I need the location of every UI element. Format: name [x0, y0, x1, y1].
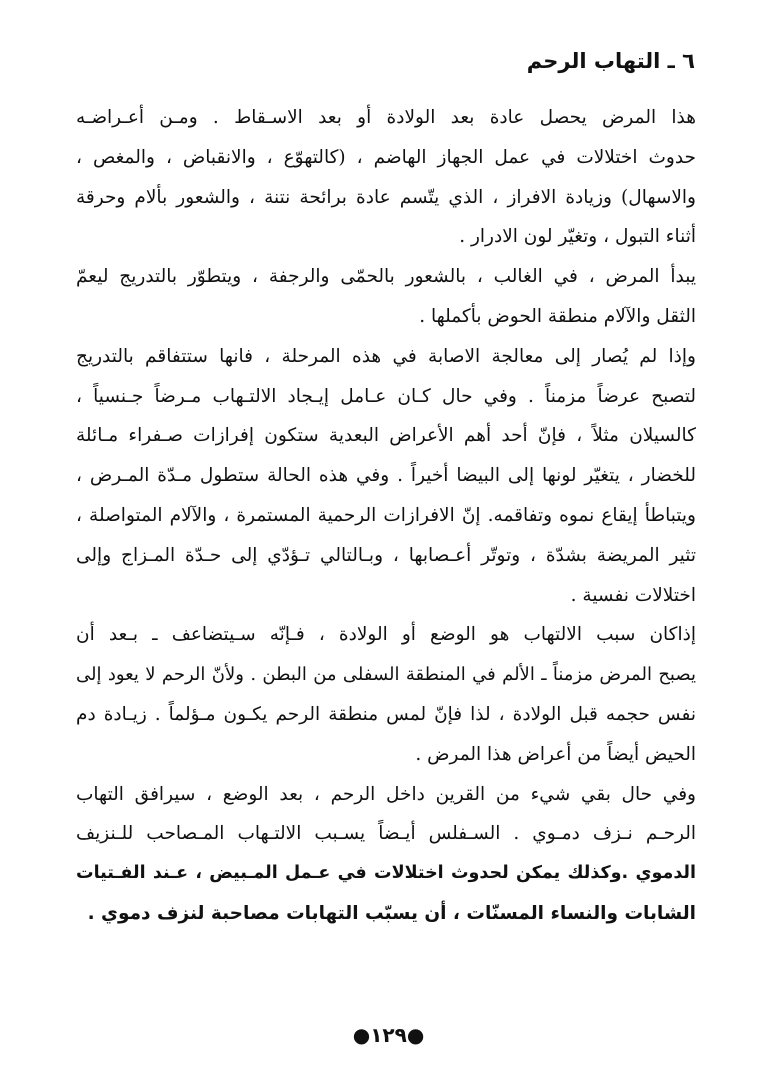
text-line: يبدأ المرض ، في الغالب ، بالشعور بالحمّى والرجفة ، ويتطوّر بالتدريج ليعمّ: [76, 266, 696, 288]
bold-text-line: الدموي .وكذلك يمكن لحدوث اختلالات في عـمل المـبيض ، عـند الفـتيات: [76, 863, 696, 884]
text-line: حدوث اختلالات في عمل الجهاز الهاضم ، (كالتهوّع ، والانقباض ، والمغص ،: [76, 146, 696, 168]
text-line: كالسيلان مثلاً ، فإنّ أحد أهم الأعراض البعدية ستكون إفرازات صـفراء مـائلة: [76, 425, 696, 447]
text-line: وإذا لم يُصار إلى معالجة الاصابة في هذه المرحلة ، فانها ستتفاقم بالتدريج: [76, 345, 696, 367]
text-line: وفي حال بقي شيء من القرين داخل الرحم ، بعد الوضع ، سيرافق التهاب: [76, 783, 696, 805]
text-line: والاسهال) وزيادة الافراز ، الذي يتّسم عادة برائحة نتنة ، والشعور بألام وحرقة: [76, 186, 696, 208]
text-line: الثقل والآلام منطقة الحوض بأكملها .: [419, 305, 696, 327]
page-number: ●١٢٩●: [352, 1023, 425, 1047]
text-line: الرحـم نـزف دمـوي . السـفلس أيـضاً يسـبب الالتـهاب المـصاحب للـنزيف: [76, 823, 696, 845]
text-line: يصبح المرض مزمناً ـ الألم في المنطقة السفلى من البطن . ولأنّ الرحم لا يعود إلى: [76, 664, 696, 686]
text-line: هذا المرض يحصل عادة بعد الولادة أو بعد الاسـقاط . ومـن أعـراضـه: [76, 107, 696, 128]
text-line: ويتباطأ إيقاع نموه وتفاقمه. إنّ الافرازات الرحمية المستمرة ، والآلام المتواصلة ،: [76, 504, 696, 526]
text-line: الحيض أيضاً من أعراض هذا المرض .: [415, 743, 696, 765]
text-line: اختلالات نفسية .: [570, 584, 696, 606]
section-heading: ٦ ـ التهاب الرحم: [526, 49, 695, 73]
text-line: لتصبح عرضاً مزمناً . وفي حال كـان عـامل إيـجاد الالتـهاب مـرضاً جـنسياً ،: [76, 385, 696, 407]
text-line: أثناء التبول ، وتغيّر لون الادرار .: [459, 226, 696, 248]
bold-text-line: الشابات والنساء المسنّات ، أن يسبّب التهابات مصاحبة لنزف دموي .: [87, 902, 696, 924]
text-line: تثير المريضة بشدّة ، وتوتّر أعـصابها ، وبـالتالي تـؤدّي إلى حـدّة المـزاج وإلى: [76, 544, 696, 566]
text-line: للخضار ، يتغيّر لونها إلى البيضا أخيراً . وفي هذه الحالة ستطول مـدّة المـرض ،: [76, 465, 696, 487]
text-line: إذاكان سبب الالتهاب هو الوضع أو الولادة ، فـإنّه سـيتضاعف ـ بـعد أن: [76, 624, 696, 646]
text-line: نفس حجمه قبل الولادة ، لذا فإنّ لمس منطقة الرحم يكـون مـؤلماً . زيـادة دم: [76, 703, 696, 725]
body-text: [76, 98, 696, 934]
